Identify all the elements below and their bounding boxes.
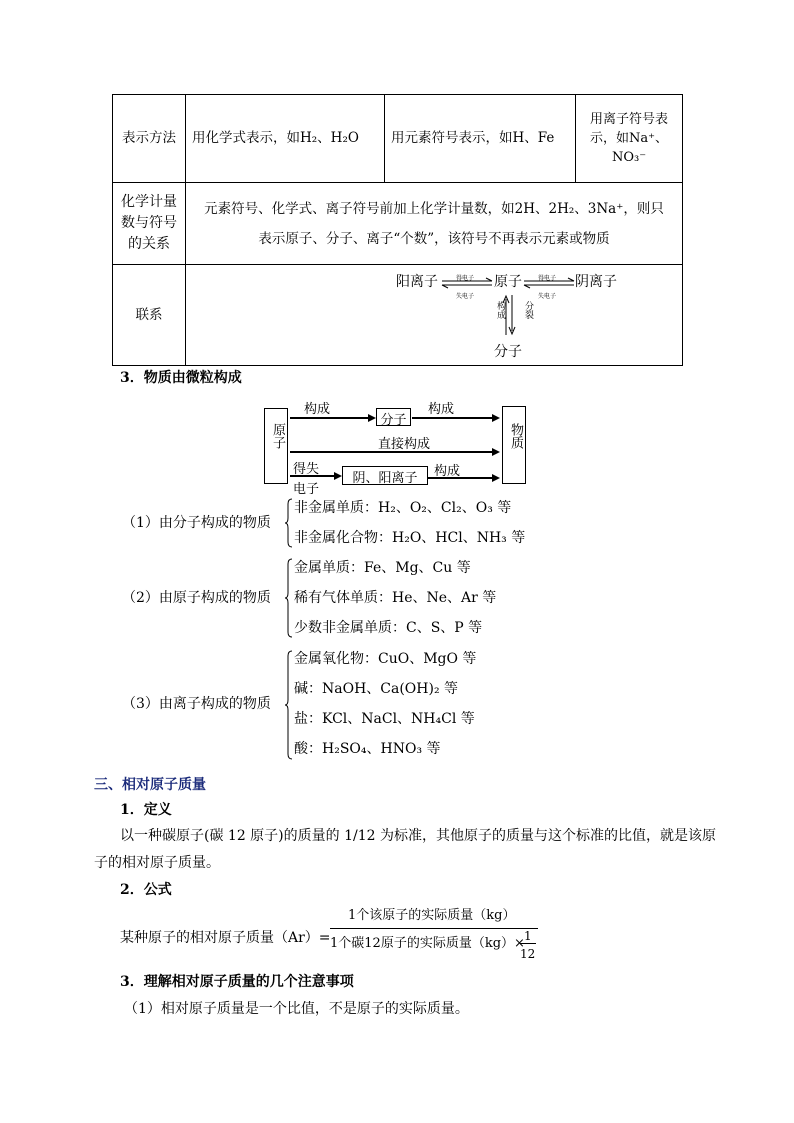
part3-heading: 三、相对原子质量 xyxy=(94,777,206,793)
section3-title: 3．物质由微粒构成 xyxy=(120,370,242,386)
form-label: 构成 xyxy=(495,301,505,319)
split-label: 分裂 xyxy=(523,301,533,319)
anion-label: 阴离子 xyxy=(575,274,617,290)
formula-numerator: 1个该原子的实际质量（kg） xyxy=(348,908,516,923)
note-1: （1）相对原子质量是一个比值，不是原子的实际质量。 xyxy=(124,1001,469,1017)
item-atomic-line-2: 稀有气体单质：He、Ne、Ar 等 xyxy=(294,590,497,606)
ion-symbol-table xyxy=(112,94,683,366)
form-label-2: 构成 xyxy=(428,402,455,417)
item-molecular-line-2: 非金属化合物：H₂O、HCl、NH₃ 等 xyxy=(294,530,526,546)
item-atomic-head: （2）由原子构成的物质 xyxy=(122,590,271,606)
molecule-label: 分子 xyxy=(494,344,522,360)
atom-label: 原子 xyxy=(494,274,522,290)
coef-text-b: 表示原子、分子、离子“个数”，该符号不再表示元素或物质 xyxy=(258,230,610,247)
formula-denominator: 1个碳12原子的实际质量（kg）× xyxy=(330,936,525,951)
fraction-one: 1 xyxy=(524,929,532,943)
coef-label-a: 化学计量 xyxy=(121,194,177,210)
coef-text-a: 元素符号、化学式、离子符号前加上化学计量数，如2H、2H₂、3Na⁺，则只 xyxy=(204,200,664,217)
definition-line-1: 以一种碳原子(碳 12 原子)的质量的 1/12 为标准，其他原子的质量与这个标准的比值，就是该原 xyxy=(120,828,716,844)
item-ionic-head: （3）由离子构成的物质 xyxy=(122,696,271,712)
cell-coefficient-text xyxy=(186,183,683,265)
definition-title: 1．定义 xyxy=(120,802,172,818)
brace-2 xyxy=(284,558,294,638)
item-molecular-head: （1）由分子构成的物质 xyxy=(122,515,271,531)
coef-label-c: 的关系 xyxy=(128,236,170,252)
cation-label: 阳离子 xyxy=(396,274,438,290)
fraction-twelfth-bar xyxy=(520,943,536,944)
ion-method-example: NO₃⁻ xyxy=(611,150,647,165)
form-label-1: 构成 xyxy=(304,402,331,417)
item-ionic-line-1: 金属氧化物：CuO、MgO 等 xyxy=(294,651,477,667)
electron-label: 电子 xyxy=(293,482,320,497)
row-label-coefficient xyxy=(113,183,186,265)
gain-e-label-2: 得电子 xyxy=(538,275,557,282)
cell-ion-method xyxy=(576,95,683,183)
gain-lose-label: 得失 xyxy=(293,462,320,477)
cell-formula-method: 用化学式表示，如H₂、H₂O xyxy=(186,95,385,183)
matter-box xyxy=(502,406,526,484)
matter-box-label: 物质 xyxy=(508,423,523,449)
lose-e-label-2: 失电子 xyxy=(538,293,557,300)
lose-e-label-1: 失电子 xyxy=(456,293,475,300)
item-ionic-line-4: 酸：H₂SO₄、HNO₃ 等 xyxy=(294,741,441,757)
atom-box xyxy=(264,408,288,484)
definition-line-2: 子的相对原子质量。 xyxy=(94,855,220,871)
formula-fraction-bar xyxy=(330,928,538,929)
row-label-relation: 联系 xyxy=(113,265,186,366)
brace-3 xyxy=(284,650,294,760)
gain-e-label-1: 得电子 xyxy=(456,275,475,282)
molecule-box-label: 分子 xyxy=(380,413,407,428)
formula-title: 2．公式 xyxy=(120,882,172,898)
item-ionic-line-2: 碱：NaOH、Ca(OH)₂ 等 xyxy=(294,681,459,697)
item-atomic-line-3: 少数非金属单质：C、S、P 等 xyxy=(294,620,483,636)
row-label-method: 表示方法 xyxy=(113,95,186,183)
form-label-3: 构成 xyxy=(434,464,461,479)
cell-element-method: 用元素符号表示，如H、Fe xyxy=(385,95,576,183)
brace-1 xyxy=(284,498,294,548)
coef-label-b: 数与符号 xyxy=(121,215,177,231)
item-atomic-line-1: 金属单质：Fe、Mg、Cu 等 xyxy=(294,560,471,576)
item-molecular-line-1: 非金属单质：H₂、O₂、Cl₂、O₃ 等 xyxy=(294,500,512,516)
direct-form-label: 直接构成 xyxy=(378,437,431,452)
formula-lhs: 某种原子的相对原子质量（Ar）= xyxy=(120,930,331,946)
cell-relation-diagram xyxy=(186,265,683,366)
fraction-twelve: 12 xyxy=(520,947,536,961)
item-ionic-line-3: 盐：KCl、NaCl、NH₄Cl 等 xyxy=(294,711,475,727)
ion-box-label: 阴、阳离子 xyxy=(352,471,418,486)
notes-title: 3．理解相对原子质量的几个注意事项 xyxy=(120,974,354,990)
atom-box-label: 原子 xyxy=(270,423,285,449)
ion-method-text: 用离子符号表示，如Na⁺、 xyxy=(589,112,668,146)
